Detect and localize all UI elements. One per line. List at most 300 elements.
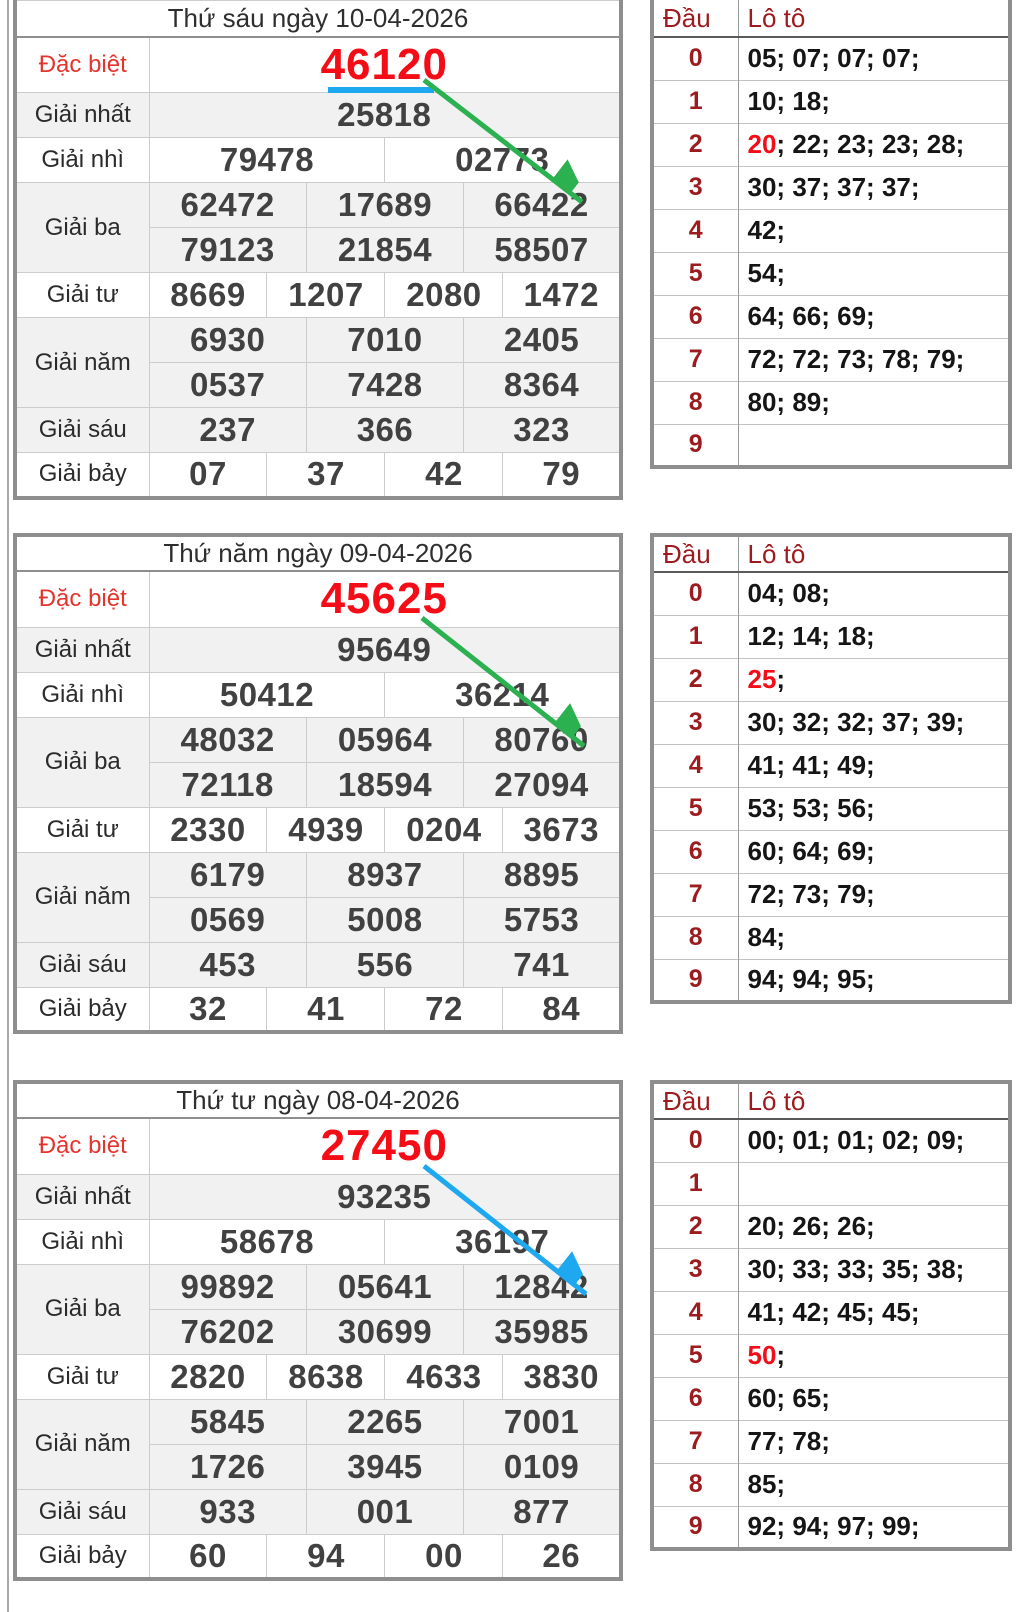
prize-row-special — [15, 1118, 621, 1174]
prize-number: 00 — [385, 1534, 503, 1579]
prize-number: 2330 — [149, 807, 267, 852]
prize-label-special: Đặc biệt — [15, 37, 149, 93]
separator: ; — [776, 1426, 793, 1456]
loto-number: 41 — [747, 750, 777, 780]
loto-digit: 6 — [652, 830, 738, 873]
separator: ; — [866, 1125, 882, 1156]
loto-row — [652, 381, 1010, 424]
loto-row — [652, 166, 1010, 209]
loto-number: 60 — [747, 836, 777, 866]
loto-number: 37 — [881, 172, 911, 202]
prize-number: 36197 — [385, 1219, 621, 1264]
prize-label-fourth: Giải tư — [15, 807, 149, 852]
loto-row — [652, 1334, 1010, 1377]
separator: ; — [866, 1297, 882, 1327]
loto-number: 25 — [747, 664, 777, 694]
separator: ; — [776, 129, 793, 159]
loto-number: 01 — [792, 1125, 822, 1156]
separator: ; — [866, 1511, 882, 1542]
prize-label-second: Giải nhì — [15, 138, 149, 183]
prize-number: 3945 — [306, 1444, 463, 1489]
prize-row-fourth — [15, 1354, 621, 1399]
prize-number: 453 — [149, 942, 306, 987]
loto-header-row — [652, 0, 1010, 37]
loto-row — [652, 295, 1010, 338]
loto-number: 05 — [747, 43, 777, 74]
prize-label-first: Giải nhất — [15, 93, 149, 138]
loto-number: 84 — [747, 922, 777, 952]
prize-label-sixth: Giải sáu — [15, 408, 149, 453]
loto-number: 69 — [837, 836, 867, 866]
prize-label-first: Giải nhất — [15, 627, 149, 672]
separator: ; — [866, 707, 882, 737]
loto-number: 54 — [747, 258, 777, 288]
prize-row-third — [15, 717, 621, 762]
day-title: Thứ sáu ngày 10-04-2026 — [15, 1, 621, 37]
separator: ; — [866, 621, 875, 651]
separator: ; — [776, 1125, 793, 1156]
prize-number: 5753 — [464, 897, 621, 942]
prize-number: 1207 — [267, 273, 385, 318]
prize-number: 84 — [503, 987, 621, 1032]
special-prize-number: 46120 — [149, 37, 621, 93]
loto-values — [738, 1334, 1010, 1377]
separator: ; — [776, 879, 793, 909]
separator: ; — [910, 1254, 927, 1284]
results-panel — [13, 1080, 623, 1581]
prize-number: 741 — [464, 942, 621, 987]
loto-number: 72 — [747, 879, 777, 909]
separator: ; — [866, 836, 875, 866]
title-row — [15, 1, 621, 37]
prize-number: 50412 — [149, 672, 385, 717]
loto-number: 69 — [837, 301, 867, 331]
loto-number: 79 — [926, 344, 956, 374]
separator: ; — [776, 301, 793, 331]
prize-label-seventh: Giải bảy — [15, 453, 149, 498]
loto-digit: 4 — [652, 744, 738, 787]
prize-number: 79123 — [149, 228, 306, 273]
loto-header-row — [652, 1082, 1010, 1119]
loto-number: 30 — [747, 707, 777, 737]
separator: ; — [821, 1511, 838, 1542]
separator: ; — [776, 793, 793, 823]
loto-number: 37 — [792, 172, 822, 202]
prize-number: 17689 — [306, 183, 463, 228]
loto-row — [652, 1248, 1010, 1291]
loto-values — [738, 166, 1010, 209]
prize-number: 05641 — [306, 1264, 463, 1309]
loto-values — [738, 830, 1010, 873]
separator: ; — [776, 964, 793, 995]
loto-row — [652, 873, 1010, 916]
loto-number: 42 — [792, 1297, 822, 1327]
loto-values — [738, 744, 1010, 787]
loto-panel — [650, 0, 1012, 469]
prize-row-sixth — [15, 408, 621, 453]
loto-values — [738, 1291, 1010, 1334]
loto-number: 73 — [792, 879, 822, 909]
prize-row-seventh — [15, 453, 621, 498]
separator: ; — [821, 86, 830, 116]
loto-values — [738, 209, 1010, 252]
loto-number: 07 — [792, 43, 822, 74]
loto-values — [738, 701, 1010, 744]
loto-digit: 3 — [652, 1248, 738, 1291]
loto-values — [738, 787, 1010, 830]
loto-number: 20 — [747, 129, 777, 159]
loto-number: 37 — [881, 707, 911, 737]
prize-number: 7010 — [306, 318, 463, 363]
prize-number: 21854 — [306, 228, 463, 273]
prize-number: 8669 — [149, 273, 267, 318]
prize-row-second — [15, 138, 621, 183]
loto-header-dau: Đầu — [652, 0, 738, 37]
separator: ; — [776, 707, 793, 737]
loto-row — [652, 744, 1010, 787]
separator: ; — [866, 793, 875, 823]
loto-values — [738, 381, 1010, 424]
prize-row-third — [15, 183, 621, 228]
separator: ; — [776, 1383, 793, 1413]
prize-label-special: Đặc biệt — [15, 571, 149, 627]
loto-row — [652, 252, 1010, 295]
loto-digit: 9 — [652, 1506, 738, 1549]
prize-row-first — [15, 93, 621, 138]
prize-number: 8895 — [464, 852, 621, 897]
separator: ; — [776, 1211, 793, 1241]
prize-number: 933 — [149, 1489, 306, 1534]
loto-row — [652, 572, 1010, 615]
loto-number: 01 — [837, 1125, 867, 1156]
loto-number: 38 — [926, 1254, 956, 1284]
separator: ; — [910, 172, 920, 202]
loto-number: 20 — [747, 1211, 777, 1241]
prize-label-seventh: Giải bảy — [15, 987, 149, 1032]
loto-digit: 5 — [652, 787, 738, 830]
special-prize-number: 45625 — [149, 571, 621, 627]
loto-values — [738, 1162, 1010, 1205]
prize-number: 41 — [267, 987, 385, 1032]
prize-number: 79478 — [149, 138, 385, 183]
separator: ; — [910, 129, 927, 159]
loto-header-label: Lô tô — [738, 535, 1010, 572]
separator: ; — [821, 1211, 838, 1241]
separator: ; — [866, 344, 882, 374]
separator: ; — [910, 1511, 920, 1542]
loto-number: 10 — [747, 86, 777, 116]
loto-row — [652, 615, 1010, 658]
prize-number: 001 — [306, 1489, 463, 1534]
separator: ; — [776, 1297, 793, 1327]
loto-number: 26 — [792, 1211, 822, 1241]
separator: ; — [821, 707, 838, 737]
prize-row-second — [15, 672, 621, 717]
loto-header-label: Lô tô — [738, 0, 1010, 37]
loto-number: 14 — [792, 621, 822, 651]
loto-row — [652, 1463, 1010, 1506]
loto-row — [652, 959, 1010, 1002]
prize-number: 4939 — [267, 807, 385, 852]
loto-values — [738, 873, 1010, 916]
prize-label-fifth: Giải năm — [15, 1399, 149, 1489]
separator: ; — [821, 1125, 838, 1156]
prize-label-second: Giải nhì — [15, 672, 149, 717]
separator: ; — [821, 836, 838, 866]
prize-row-fifth — [15, 1399, 621, 1444]
prize-label-fourth: Giải tư — [15, 1354, 149, 1399]
prize-number: 62472 — [149, 183, 306, 228]
separator: ; — [776, 43, 793, 74]
prize-number: 877 — [464, 1489, 621, 1534]
separator: ; — [821, 621, 838, 651]
separator: ; — [955, 1125, 965, 1156]
separator: ; — [821, 301, 838, 331]
prize-number: 80760 — [464, 717, 621, 762]
loto-number: 39 — [926, 707, 956, 737]
prize-number: 32 — [149, 987, 267, 1032]
loto-number: 02 — [881, 1125, 911, 1156]
loto-digit: 8 — [652, 381, 738, 424]
separator: ; — [776, 1469, 786, 1499]
prize-number: 12842 — [464, 1264, 621, 1309]
prize-number: 4633 — [385, 1354, 503, 1399]
prize-label-special: Đặc biệt — [15, 1118, 149, 1174]
loto-row — [652, 1291, 1010, 1334]
separator: ; — [955, 129, 965, 159]
loto-number: 78 — [792, 1426, 822, 1456]
loto-values — [738, 424, 1010, 467]
loto-row — [652, 830, 1010, 873]
prize-row-special — [15, 571, 621, 627]
prize-number: 94 — [267, 1534, 385, 1579]
results-table — [13, 1080, 623, 1581]
day-title: Thứ năm ngày 09-04-2026 — [15, 535, 621, 571]
loto-number: 95 — [837, 964, 867, 995]
loto-row — [652, 1162, 1010, 1205]
loto-number: 07 — [837, 43, 867, 74]
loto-row — [652, 658, 1010, 701]
page-left-rule — [7, 0, 9, 1612]
separator: ; — [776, 387, 793, 417]
prize-number: 7001 — [464, 1399, 621, 1444]
loto-number: 64 — [792, 836, 822, 866]
separator: ; — [910, 1125, 927, 1156]
loto-number: 60 — [747, 1383, 777, 1413]
loto-values — [738, 916, 1010, 959]
loto-values — [738, 1205, 1010, 1248]
separator: ; — [776, 1511, 793, 1542]
loto-row — [652, 1420, 1010, 1463]
prize-label-fourth: Giải tư — [15, 273, 149, 318]
loto-row — [652, 916, 1010, 959]
prize-row-fourth — [15, 807, 621, 852]
loto-number: 28 — [926, 129, 956, 159]
loto-number: 18 — [792, 86, 822, 116]
separator: ; — [776, 664, 786, 694]
loto-number: 94 — [747, 964, 777, 995]
separator: ; — [821, 344, 838, 374]
separator: ; — [776, 172, 793, 202]
prize-number: 76202 — [149, 1309, 306, 1354]
loto-digit: 5 — [652, 252, 738, 295]
loto-row — [652, 80, 1010, 123]
separator: ; — [776, 215, 786, 245]
loto-row — [652, 338, 1010, 381]
loto-digit: 2 — [652, 658, 738, 701]
loto-values — [738, 959, 1010, 1002]
separator: ; — [866, 1254, 882, 1284]
loto-number: 18 — [837, 621, 867, 651]
loto-values — [738, 1420, 1010, 1463]
prize-number: 79 — [503, 453, 621, 498]
prize-number: 2405 — [464, 318, 621, 363]
loto-number: 73 — [837, 344, 867, 374]
prize-number: 26 — [503, 1534, 621, 1579]
loto-row — [652, 701, 1010, 744]
loto-digit: 0 — [652, 1119, 738, 1162]
prize-number: 48032 — [149, 717, 306, 762]
loto-row — [652, 1377, 1010, 1420]
separator: ; — [776, 578, 793, 609]
loto-number: 85 — [747, 1469, 777, 1499]
separator: ; — [866, 964, 875, 995]
loto-number: 97 — [837, 1511, 867, 1542]
loto-row — [652, 123, 1010, 166]
prize-number: 0537 — [149, 363, 306, 408]
loto-values — [738, 123, 1010, 166]
prize-number: 35985 — [464, 1309, 621, 1354]
separator: ; — [910, 1297, 920, 1327]
prize-number: 42 — [385, 453, 503, 498]
separator: ; — [821, 1426, 830, 1456]
loto-number: 37 — [837, 172, 867, 202]
loto-number: 22 — [792, 129, 822, 159]
prize-number: 93235 — [149, 1174, 621, 1219]
prize-row-first — [15, 1174, 621, 1219]
prize-number: 5845 — [149, 1399, 306, 1444]
loto-digit: 7 — [652, 873, 738, 916]
loto-digit: 8 — [652, 916, 738, 959]
separator: ; — [776, 1254, 793, 1284]
prize-row-first — [15, 627, 621, 672]
prize-number: 0109 — [464, 1444, 621, 1489]
separator: ; — [821, 1383, 830, 1413]
loto-number: 41 — [792, 750, 822, 780]
loto-header-dau: Đầu — [652, 535, 738, 572]
prize-number: 556 — [306, 942, 463, 987]
prize-number: 72118 — [149, 762, 306, 807]
loto-digit: 1 — [652, 1162, 738, 1205]
loto-digit: 5 — [652, 1334, 738, 1377]
loto-digit: 2 — [652, 123, 738, 166]
loto-number: 53 — [747, 793, 777, 823]
loto-number: 04 — [747, 578, 777, 609]
results-panel — [13, 0, 623, 500]
loto-number: 45 — [881, 1297, 911, 1327]
loto-values — [738, 1463, 1010, 1506]
loto-number: 32 — [837, 707, 867, 737]
separator: ; — [821, 387, 830, 417]
prize-number: 2265 — [306, 1399, 463, 1444]
loto-number: 07 — [881, 43, 911, 74]
prize-number: 7428 — [306, 363, 463, 408]
loto-digit: 6 — [652, 295, 738, 338]
loto-header-dau: Đầu — [652, 1082, 738, 1119]
separator: ; — [821, 793, 838, 823]
loto-digit: 3 — [652, 701, 738, 744]
prize-row-seventh — [15, 1534, 621, 1579]
loto-number: 41 — [747, 1297, 777, 1327]
separator: ; — [821, 964, 838, 995]
prize-number: 1472 — [503, 273, 621, 318]
loto-row — [652, 1205, 1010, 1248]
loto-number: 65 — [792, 1383, 822, 1413]
loto-number: 49 — [837, 750, 867, 780]
prize-number: 58678 — [149, 1219, 385, 1264]
separator: ; — [866, 1211, 875, 1241]
loto-number: 00 — [747, 1125, 777, 1156]
special-prize-number: 27450 — [149, 1118, 621, 1174]
loto-number: 08 — [792, 578, 822, 609]
loto-header-row — [652, 535, 1010, 572]
loto-digit: 7 — [652, 1420, 738, 1463]
loto-number: 94 — [792, 1511, 822, 1542]
prize-number: 3830 — [503, 1354, 621, 1399]
loto-number: 79 — [837, 879, 867, 909]
loto-digit: 8 — [652, 1463, 738, 1506]
prize-row-third — [15, 1264, 621, 1309]
prize-number: 18594 — [306, 762, 463, 807]
separator: ; — [821, 172, 838, 202]
separator: ; — [776, 86, 793, 116]
prize-number: 6930 — [149, 318, 306, 363]
separator: ; — [776, 836, 793, 866]
loto-header-label: Lô tô — [738, 1082, 1010, 1119]
prize-number: 3673 — [503, 807, 621, 852]
loto-table — [650, 1080, 1012, 1551]
loto-number: 45 — [837, 1297, 867, 1327]
loto-number: 50 — [747, 1340, 777, 1370]
loto-number: 92 — [747, 1511, 777, 1542]
loto-values — [738, 37, 1010, 80]
prize-label-sixth: Giải sáu — [15, 1489, 149, 1534]
loto-digit: 1 — [652, 80, 738, 123]
prize-row-sixth — [15, 1489, 621, 1534]
prize-number: 8638 — [267, 1354, 385, 1399]
loto-number: 32 — [792, 707, 822, 737]
prize-number: 2080 — [385, 273, 503, 318]
title-row — [15, 535, 621, 571]
prize-label-third: Giải ba — [15, 1264, 149, 1354]
loto-number: 94 — [792, 964, 822, 995]
loto-row — [652, 1506, 1010, 1549]
loto-number: 12 — [747, 621, 777, 651]
loto-row — [652, 209, 1010, 252]
separator: ; — [821, 1254, 838, 1284]
loto-number: 99 — [881, 1511, 911, 1542]
loto-number: 35 — [881, 1254, 911, 1284]
loto-number: 66 — [792, 301, 822, 331]
results-table — [13, 0, 623, 500]
loto-values — [738, 658, 1010, 701]
loto-number: 56 — [837, 793, 867, 823]
prize-row-seventh — [15, 987, 621, 1032]
loto-number: 53 — [792, 793, 822, 823]
separator: ; — [866, 172, 882, 202]
loto-number: 78 — [881, 344, 911, 374]
loto-digit: 6 — [652, 1377, 738, 1420]
